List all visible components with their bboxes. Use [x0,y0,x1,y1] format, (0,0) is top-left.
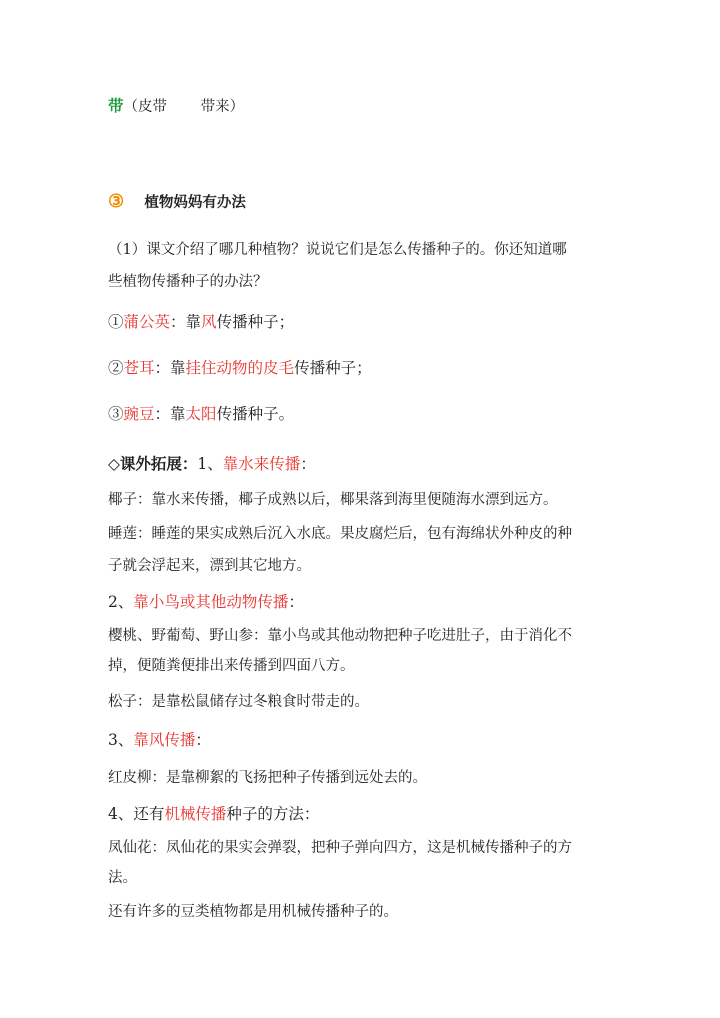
para-cherry-2: 掉，便随粪便排出来传播到四面八方。 [108,658,355,674]
heading-4-pre: 4、还有 [108,805,165,823]
section-title: 植物妈妈有办法 [144,194,246,211]
answer-3-mid: ：靠 [154,405,186,423]
section-number: ③ [108,191,125,212]
question-line-1: （1）课文介绍了哪几种植物？说说它们是怎么传播种子的。你还知道哪 [108,242,567,258]
answer-2-mid: ：靠 [154,359,186,377]
extension-title: 靠水来传播 [222,455,301,473]
heading-2 [108,592,304,612]
heading-4-post: 种子的方法： [226,805,320,823]
para-waterlily-2: 子就会浮起来，漂到其它地方。 [108,558,311,574]
question-line-2: 些植物传播种子的办法？ [108,274,268,290]
extension-colon: ： [300,455,316,473]
answer-1-num: ① [108,313,124,331]
answer-2-num: ② [108,359,124,377]
answer-1-way: 风 [201,313,217,331]
para-beans: 还有许多的豆类植物都是用机械传播种子的。 [108,904,398,920]
extension-label: ◇课外拓展： [108,454,198,473]
answer-3-post: 传播种子。 [216,405,295,423]
heading-2-title: 靠小鸟或其他动物传播 [133,593,289,611]
answer-3-plant: 豌豆 [123,405,155,423]
char-dai: 带 [108,96,124,115]
para-willow: 红皮柳：是靠柳絮的飞扬把种子传播到远处去的。 [108,770,427,786]
heading-4-title: 机械传播 [164,805,227,823]
para-balsam-1: 凤仙花：凤仙花的果实会弹裂，把种子弹向四方，这是机械传播种子的方 [108,840,572,856]
para-cherry-1: 樱桃、野葡萄、野山参：靠小鸟或其他动物把种子吃进肚子，由于消化不 [108,628,572,644]
answer-3-num: ③ [108,405,124,423]
answer-1-plant: 蒲公英 [123,313,171,331]
line-dai [108,96,244,117]
answer-2 [108,358,372,378]
para-coconut: 椰子：靠水来传播，椰子成熟以后，椰果落到海里便随海水漂到远方。 [108,492,558,508]
heading-3-num: 3、 [108,731,134,749]
extension-heading [108,454,316,474]
answer-2-way: 挂住动物的皮毛 [185,359,295,377]
answer-2-plant: 苍耳 [123,359,155,377]
answer-1-mid: ：靠 [170,313,202,331]
answer-2-post: 传播种子； [294,359,372,377]
answer-1-post: 传播种子； [216,313,295,331]
heading-2-colon: ： [288,593,304,611]
extension-num: 1、 [197,455,223,473]
para-pine: 松子：是靠松鼠储存过冬粮食时带走的。 [108,694,369,710]
heading-3 [108,730,211,750]
heading-3-title: 靠风传播 [133,731,196,749]
para-waterlily-1: 睡莲：睡莲的果实成熟后沉入水底。果皮腐烂后，包有海绵状外种皮的种 [108,526,572,542]
answer-1 [108,312,294,332]
heading-3-colon: ： [195,731,211,749]
dai-words: （皮带 带来） [123,99,245,115]
heading-4 [108,804,319,824]
para-balsam-2: 法。 [108,870,137,886]
answer-3-way: 太阳 [185,405,217,423]
heading-2-num: 2、 [108,593,134,611]
section-heading [108,192,246,213]
answer-3 [108,404,294,424]
